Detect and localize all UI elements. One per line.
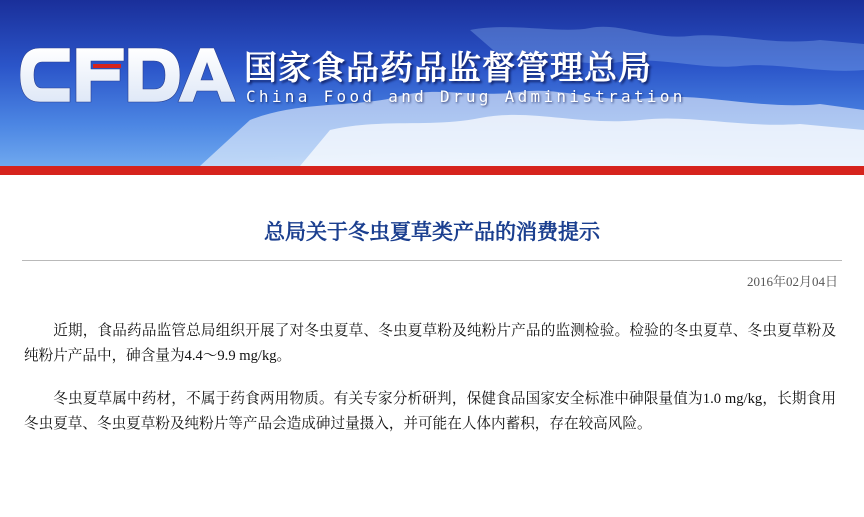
article-title: 总局关于冬虫夏草类产品的消费提示	[264, 220, 600, 244]
article-body	[24, 319, 836, 455]
org-name-english: China Food and Drug Administration	[246, 87, 686, 106]
cfda-logo	[20, 40, 236, 110]
publish-date: 2016年02月04日	[746, 274, 838, 289]
header-accent-bar	[0, 166, 864, 175]
article-paragraph: 近期，食品药品监管总局组织开展了对冬虫夏草、冬虫夏草粉及纯粉片产品的监测检验。检验的冬虫夏草、冬虫夏草粉及纯粉片产品中，砷含量为4.4～9.9 mg/kg。	[24, 323, 836, 364]
article-paragraph: 冬虫夏草属中药材，不属于药食两用物质。有关专家分析研判，保健食品国家安全标准中砷限量值为1.0 mg/kg，长期食用冬虫夏草、冬虫夏草粉及纯粉片等产品会造成砷过量摄入，并可能在人体内蓄积，存在较高风险。	[24, 391, 836, 432]
header-banner	[0, 0, 864, 166]
title-divider	[22, 260, 842, 261]
org-name-chinese: 国家食品药品监督管理总局	[244, 48, 652, 87]
